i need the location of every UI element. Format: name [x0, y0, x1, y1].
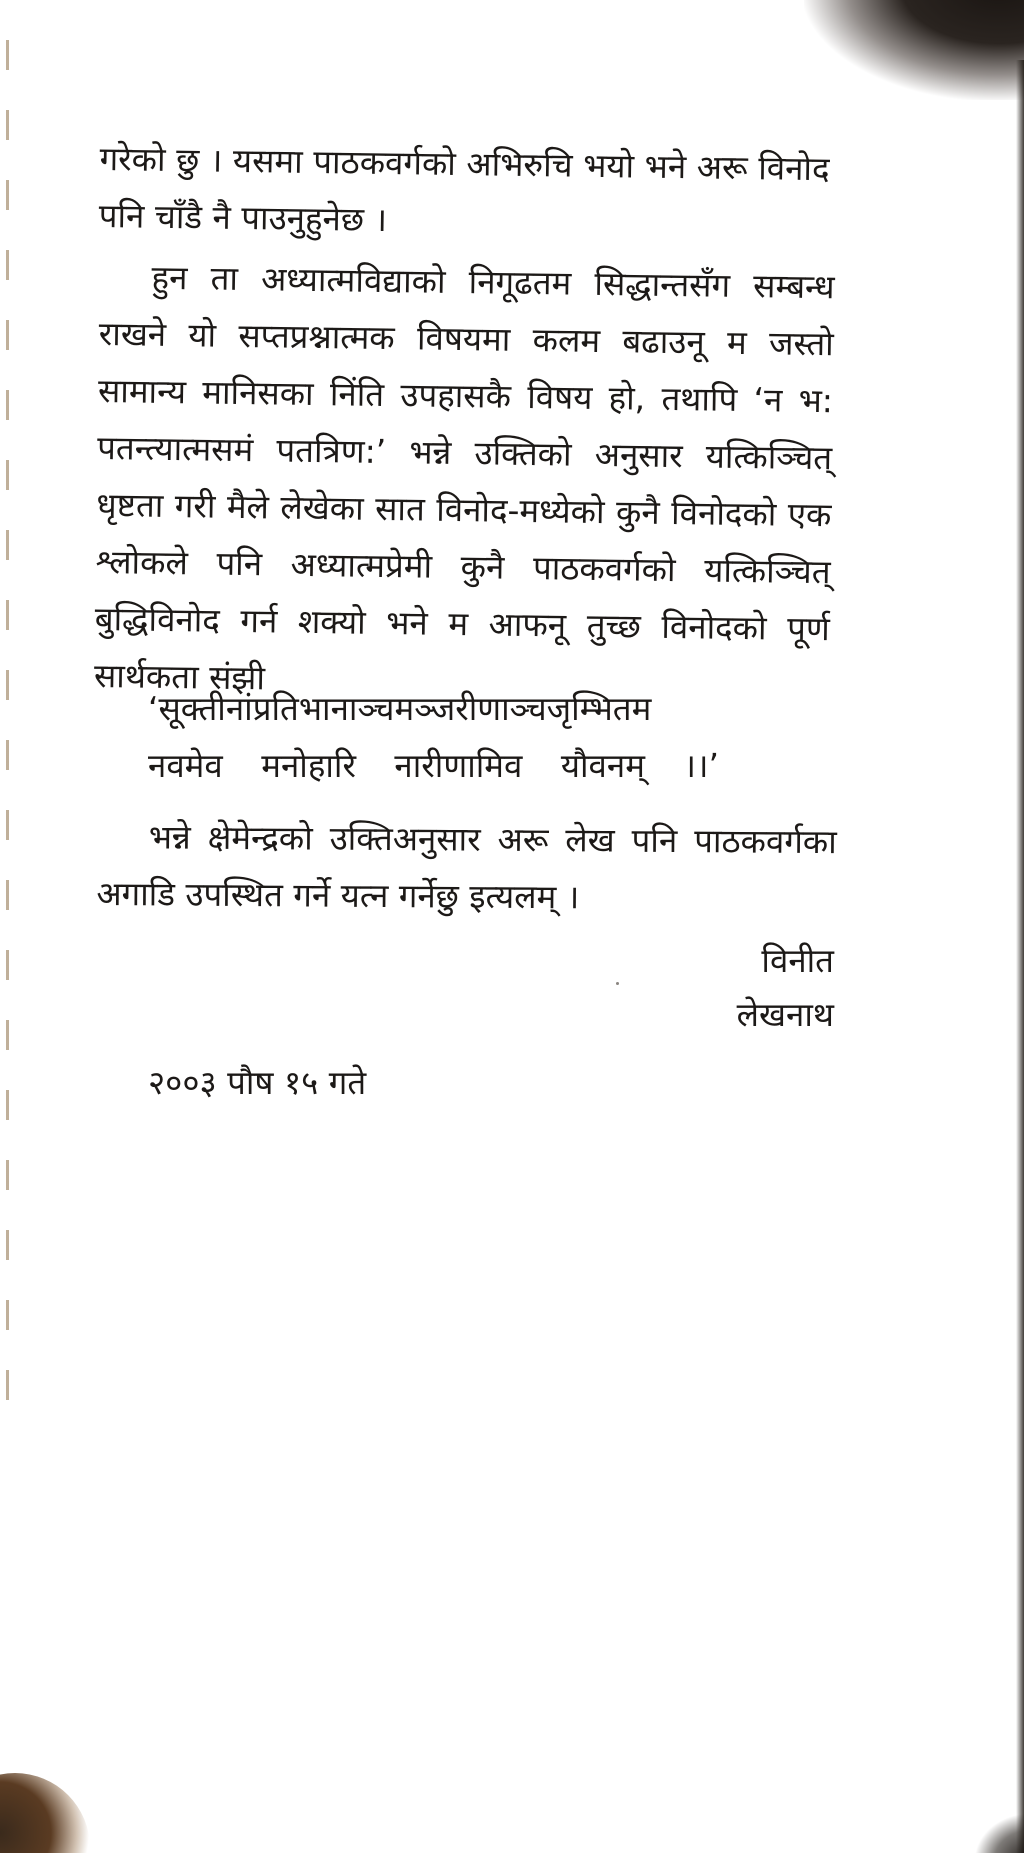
verse-line-1: ‘सूक्तीनांप्रतिभानाञ्चमञ्जरीणाञ्चजृम्भितम [148, 689, 652, 728]
paper-speck [616, 982, 619, 985]
paragraph-1: गरेको छु । यसमा पाठकवर्गको अभिरुचि भयो भने अरू विनोद पनि चाँडै नै पाउनुहुनेछ । [98, 138, 830, 240]
verse-line-2: नवमेव मनोहारि नारीणामिव यौवनम् ।।’ [148, 746, 719, 785]
book-edge-shadow-top [804, 0, 1024, 100]
paragraph-3: भन्ने क्षेमेन्द्रको उक्तिअनुसार अरू लेख पनि पाठकवर्गका अगाडि उपस्थित गर्ने यत्न गर्नेछु इत्यलम् । [96, 817, 837, 917]
quoted-verse [148, 680, 748, 794]
signature-author: लेखनाथ [736, 995, 834, 1034]
date-line: २००३ पौष १५ गते [148, 1063, 367, 1102]
page-corner-bottom-left [0, 1773, 90, 1853]
paragraph-2: हुन ता अध्यात्मविद्याको निगूढतम सिद्धान्तसँग सम्बन्ध राखने यो सप्तप्रश्नात्मक विषयमा कलम बढाउनू म जस्तो सामान्य मानिसका निंति उपहासकै विषय हो, तथापि ‘न भ: पतन्त्यात्मसमं पतत्रिण:’ भन्ने उक्तिको अनुसार यत्किञ्चित् धृष्टता गरी मैले लेखेका सात विनोद-मध्येको कुनै विनोदको एक श्लोकले पनि अध्यात्मप्रेमी कुनै पाठकवर्गको यत्किञ्चित् बुद्धिविनोद गर्न शक्यो भने म आफनू तुच्छ विनोदको पूर्ण सार्थकता संझी [93, 257, 835, 698]
page-corner-bottom-right [974, 1813, 1024, 1853]
signature-humble: विनीत [761, 941, 834, 980]
book-binding-edge [6, 40, 9, 1440]
book-edge-shadow-right [1016, 60, 1024, 1853]
